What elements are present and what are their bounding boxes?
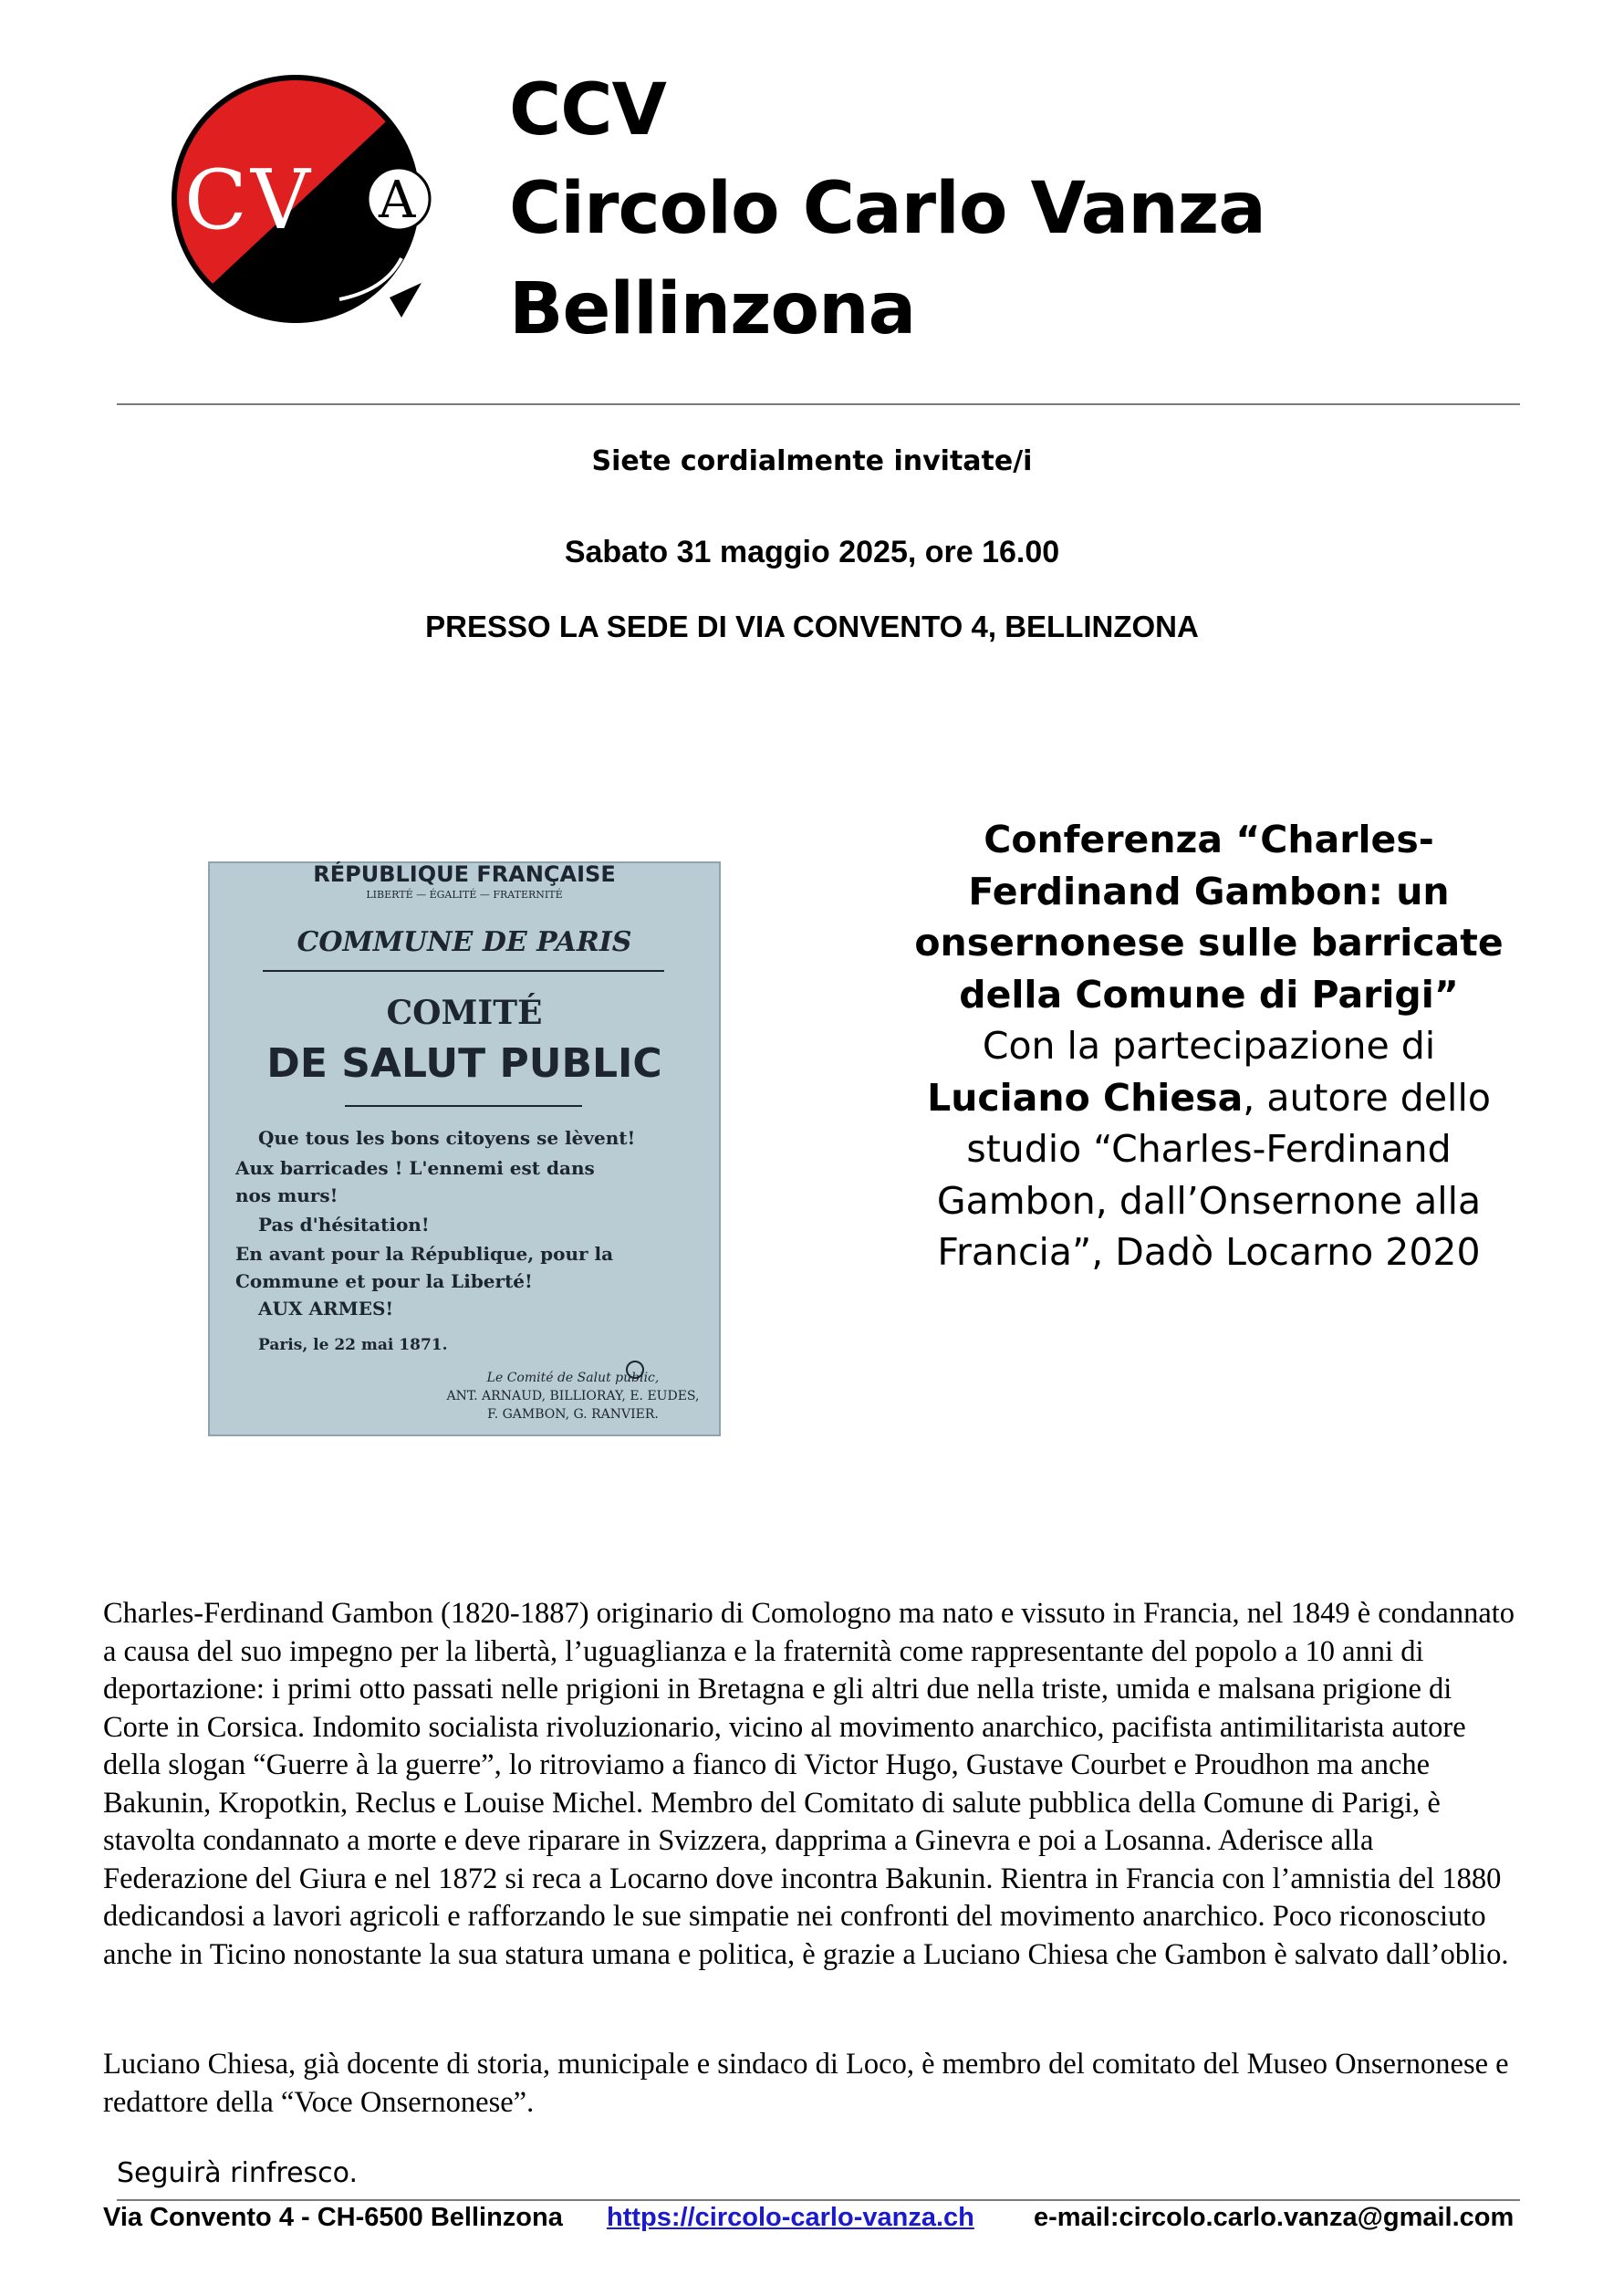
event-venue: PRESSO LA SEDE DI VIA CONVENTO 4, BELLINZONA — [425, 610, 1199, 643]
svg-text:RÉPUBLIQUE FRANÇAISE: RÉPUBLIQUE FRANÇAISE — [313, 861, 616, 887]
svg-text:Commune et pour la Liberté!: Commune et pour la Liberté! — [235, 1270, 533, 1292]
logo-text: CV — [184, 152, 314, 248]
invitation-greeting: Siete cordialmente invitate/i — [591, 445, 1033, 477]
svg-text:LIBERTÉ — ÉGALITÉ — FRATERNITÉ: LIBERTÉ — ÉGALITÉ — FRATERNITÉ — [366, 889, 563, 901]
title-line-1: CCV — [509, 69, 666, 151]
svg-text:En avant pour la République, p: En avant pour la République, pour la — [235, 1243, 614, 1265]
conference-title: Conferenza “Charles-Ferdinand Gambon: un onsernonese sulle barricate della Comune di Parigi” — [914, 818, 1504, 1017]
svg-text:A: A — [379, 171, 416, 230]
svg-text:Paris, le 22 mai 1871.: Paris, le 22 mai 1871. — [258, 1336, 448, 1354]
event-date: Sabato 31 maggio 2025, ore 16.00 — [564, 535, 1060, 569]
svg-text:COMITÉ: COMITÉ — [386, 994, 543, 1032]
speaker-name: Luciano Chiesa — [927, 1075, 1244, 1120]
svg-text:Que tous les bons citoyens se: Que tous les bons citoyens se lèvent! — [258, 1127, 636, 1149]
svg-text:Le Comité de Salut public,: Le Comité de Salut public, — [486, 1371, 660, 1385]
footer-divider — [117, 2199, 1520, 2201]
title-line-2: Circolo Carlo Vanza — [509, 168, 1265, 250]
title-line-3: Bellinzona — [509, 268, 916, 350]
footer-email[interactable]: e-mail:circolo.carlo.vanza@gmail.com — [1034, 2203, 1515, 2232]
refreshments-note: Seguirà rinfresco. — [117, 2157, 359, 2189]
footer-address: Via Convento 4 - CH-6500 Bellinzona — [103, 2203, 563, 2232]
cva-logo — [157, 71, 440, 336]
svg-text:nos murs!: nos murs! — [235, 1184, 338, 1206]
svg-text:Aux barricades ! L'ennemi est: Aux barricades ! L'ennemi est dans — [235, 1157, 595, 1179]
svg-text:Pas d'hésitation!: Pas d'hésitation! — [258, 1214, 430, 1236]
svg-text:ANT. ARNAUD, BILLIORAY, E. EUD: ANT. ARNAUD, BILLIORAY, E. EUDES, — [446, 1389, 700, 1403]
commune-poster-image — [208, 861, 721, 1436]
svg-text:F. GAMBON, G. RANVIER.: F. GAMBON, G. RANVIER. — [487, 1407, 659, 1422]
conference-participation: Con la partecipazione di — [982, 1024, 1436, 1068]
svg-text:DE SALUT PUBLIC: DE SALUT PUBLIC — [266, 1040, 662, 1087]
svg-text:COMMUNE DE PARIS: COMMUNE DE PARIS — [297, 926, 632, 958]
conference-description — [899, 814, 1519, 1278]
gambon-biography: Charles-Ferdinand Gambon (1820-1887) originario di Comologno ma nato e vissuto in Francia, nel 1849 è condannato a causa del suo impegno per la libertà, l’uguaglianza e la fraternità come rappresentante del popolo a 10 anni di deportazione: i primi otto passati nelle prigioni in Bretagna e gli altri due nella triste, umida e malsana prigione di Corte in Corsica. Indomito socialista rivoluzionario, vicino al movimento anarchico, pacifista antimilitarista autore della slogan “Guerre à la guerre”, lo ritroviamo a fianco di Victor Hugo, Gustave Courbet e Proudhon ma anche Bakunin, Kropotkin, Reclus e Louise Michel. Membro del Comitato di salute pubblica della Comune di Parigi, è stavolta condannato a morte e deve riparare in Svizzera, dapprima a Ginevra e poi a Losanna. Aderisce alla Federazione del Giura e nel 1872 si reca a Locarno dove incontra Bakunin. Rientra in Francia con l’amnistia del 1880 dedicandosi a lavori agricoli e rafforzando le sue simpatie nei confronti del movimento anarchico. Poco riconosciuto anche in Ticino nonostante la sua statura umana e politica, è grazie a Luciano Chiesa che Gambon è salvato dall’oblio. — [103, 1597, 1515, 1971]
svg-text:AUX ARMES!: AUX ARMES! — [258, 1298, 394, 1320]
top-divider — [117, 403, 1520, 405]
footer-website-link[interactable]: https://circolo-carlo-vanza.ch — [607, 2203, 974, 2232]
speaker-bio: Luciano Chiesa, già docente di storia, municipale e sindaco di Loco, è membro del comitato del Museo Onsernonese e redattore della “Voce Onsernonese”. — [103, 2048, 1509, 2119]
conference-study: , autore dello studio “Charles-Ferdinand Gambon, dall’Onsernone alla Francia”, Dadò Locarno 2020 — [936, 1075, 1491, 1274]
